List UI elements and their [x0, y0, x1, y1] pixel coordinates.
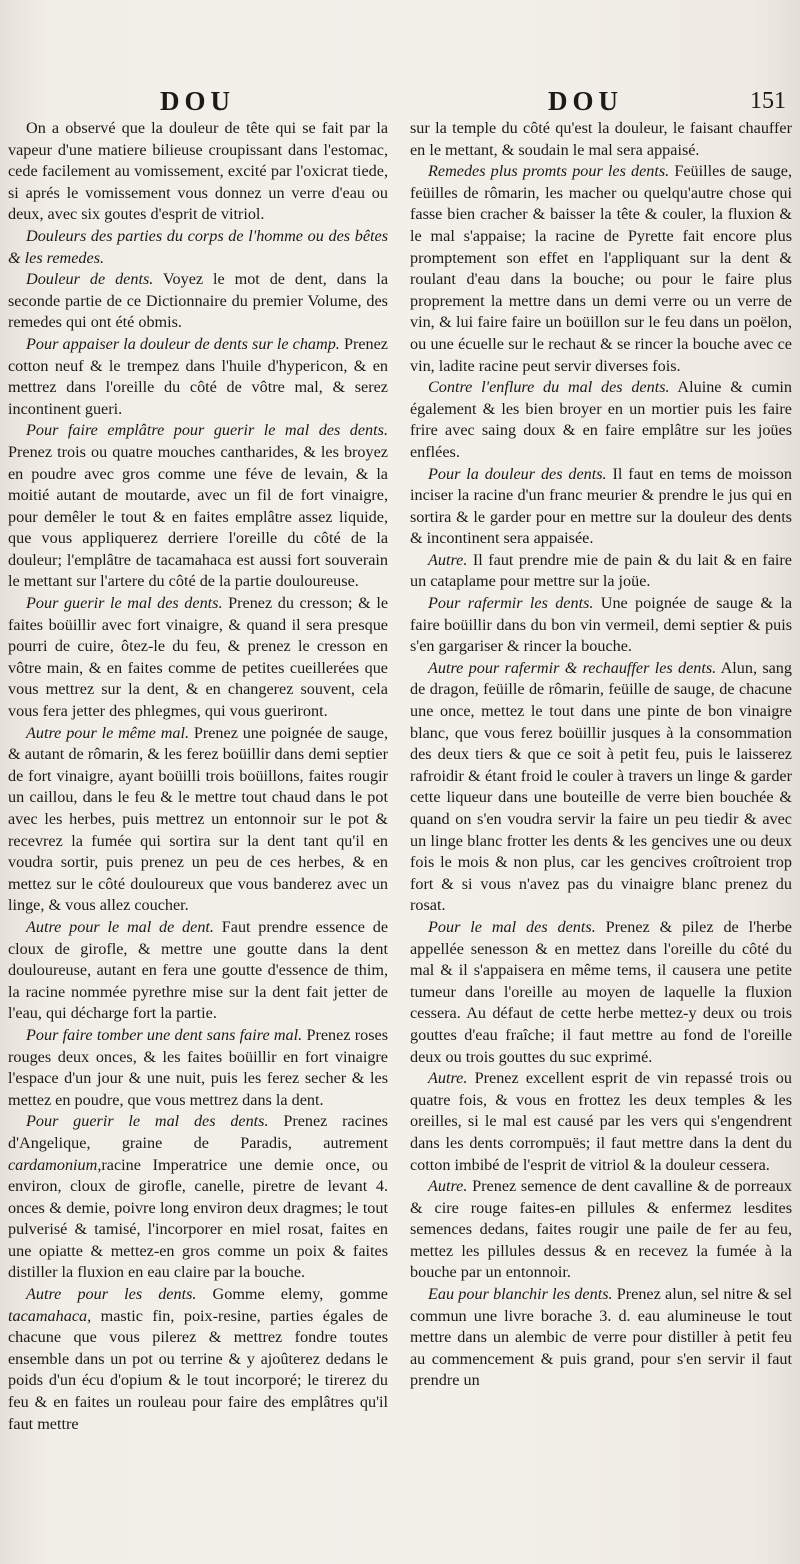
- paragraph: Pour appaiser la douleur de dents sur le champ. Prenez cotton neuf & le trempez dans l'huile d'hypericon, & en mettrez dans l'oreille du côté de vôtre mal, & serez incontinent gueri.: [8, 334, 388, 418]
- paragraph: Pour faire emplâtre pour guerir le mal des dents. Prenez trois ou quatre mouches cantharides, & les broyez en poudre avec gros comme une féve de levain, & la moitié autant de moutarde, avec un fil de fort vinaigre, pour demêler le tout & en faites emplâtre assez liquide, que vous appliquerez derriere l'oreille du côté de la douleur; l'emplâtre de tacamahaca est aussi fort souverain le mettant sur l'artere du côté de la partie douloureuse.: [8, 421, 388, 591]
- paragraph: Pour faire tomber une dent sans faire mal. Prenez roses rouges deux onces, & les faites boüillir en fort vinaigre l'espace d'un jour & une nuit, puis les ferez secher & les mettez en poudre, que vous mettrez dans la dent.: [8, 1025, 388, 1109]
- header-word-right: DOU: [548, 86, 623, 116]
- paragraph: Autre. Prenez semence de dent cavalline & de porreaux & cire rouge faites-en pillules & enfermez lesdites semences dedans, faites rougir une paile de fer au feu, mettez les pillules dessus & en recevez la fumée à la bouche par un entonnoir.: [410, 1177, 792, 1282]
- paragraph: On a observé que la douleur de tête qui se fait par la vapeur d'une matiere bilieuse croupissant dans l'estomac, cede facilement au vomissement, excité par l'oxicrat tiede, si aprés le vomissement vous donnez un verre d'eau ou deux, avec six goutes d'esprit de vitriol.: [8, 119, 388, 224]
- paragraph: Pour la douleur des dents. Il faut en tems de moisson inciser la racine d'un franc meurier & prendre le jus qui en sortira & le garder pour en mettre sur la douleur des dents & incontinent sera appaisée.: [410, 464, 792, 548]
- paragraph: sur la temple du côté qu'est la douleur, le faisant chauffer en le mettant, & soudain le mal sera appaisé.: [410, 119, 792, 159]
- running-header: [0, 86, 800, 122]
- paragraph: Pour guerir le mal des dents. Prenez du cresson; & le faites boüillir avec fort vinaigre, & quand il sera presque pourri de cuire, ôtez-le du feu, & prenez le cresson en vôtre main, & en faites comme de petites cueillerées que vous mettrez sur la dent, & en changerez souvent, cela vous fera jetter des phlegmes, qui vous gueriront.: [8, 594, 388, 721]
- paragraph: Autre. Prenez excellent esprit de vin repassé trois ou quatre fois, & vous en frottez les deux temples & les oreilles, si le mal est causé par les vers qui s'engendrent dans les dents corrompuës; il faut mettre dans la dent du cotton imbibé de l'esprit de vitriol & la douleur cessera.: [410, 1069, 792, 1174]
- paragraph: Pour rafermir les dents. Une poignée de sauge & la faire boüillir dans du bon vin vermeil, demi septier & puis s'en gargariser & rincer la bouche.: [410, 594, 792, 656]
- right-column: [410, 118, 792, 1392]
- page-number: 151: [750, 88, 786, 114]
- paragraph: Eau pour blanchir les dents. Prenez alun, sel nitre & sel commun une livre borache 3. d. eau alumineuse le tout mettre dans un alembic de verre pour distiller à petit feu au commencement & puis grand, pour s'en servir il faut prendre un: [410, 1285, 792, 1390]
- paragraph: Douleur de dents. Voyez le mot de dent, dans la seconde partie de ce Dictionnaire du premier Volume, des remedes qui ont été obmis.: [8, 270, 389, 332]
- paragraph: Pour le mal des dents. Prenez & pilez de l'herbe appellée senesson & en mettez dans l'oreille du côté du mal & il s'appaisera en même tems, il causera une petite tumeur dans l'oreille au moyen de laquelle la fluxion cessera. Au défaut de cette herbe mettez-y deux ou trois gouttes d'eau fraîche; il faut mettre au fond de l'oreille deux ou trois gouttes du suc exprimé.: [410, 917, 792, 1066]
- left-column: [8, 118, 388, 1435]
- paragraph: Autre pour le même mal. Prenez une poignée de sauge, & autant de rômarin, & les ferez boüillir dans demi septier de fort vinaigre, ayant boüilli trois boüillons, faites rougir un caillou, dans le feu & le mettre tout chaud dans le pot avec les herbes, puis mettrez un entonnoir sur le pot & recevrez la fumée qui sortira sur la dent tant qu'il en voudra sortir, puis prenez un peu de ces herbes, & en mettez sur le côté douloureux que vous banderez avec un linge, & vous allez coucher.: [8, 723, 388, 915]
- paragraph: Autre pour les dents. Gomme elemy, gomme tacamahaca, mastic fin, poix-resine, parties égales de chacune que vous pilerez & mettrez fondre toutes ensemble dans un pot ou terrine & y ajoûterez dedans le poids d'un écu d'opium & le tout incorporé; le tirerez du feu & en faites un rouleau pour faire des emplâtres qu'il faut mettre: [8, 1285, 388, 1433]
- paragraph: Contre l'enflure du mal des dents. Aluine & cumin également & les bien broyer en un mortier puis les faire frire avec saing doux & en faire emplâtre sur les joües enflées.: [410, 378, 793, 461]
- paragraph: Autre pour le mal de dent. Faut prendre essence de cloux de girofle, & mettre une goutte dans la dent douloureuse, autant en fera une goutte d'essence de thim, la racine nommée pyrethre mise sur la dent fait jetter de l'eau, qui décharge fort la partie.: [8, 917, 389, 1023]
- section-heading: Douleurs des parties du corps de l'homme ou des bêtes & les remedes.: [8, 226, 388, 267]
- paragraph: Autre pour rafermir & rechauffer les dents. Alun, sang de dragon, feüille de rômarin, feüille de sauge, de chacune une once, mettez le tout dans une pinte de bon vinaigre blanc, que vous ferez boüillir jusques à la consommation des deux tiers & que ce soit à petit feu, puis le laisserez rafroidir & étant froid le couler à travers un linge & garder cette liqueur dans une bouteille de verre bien bouchée & quand on s'en voudra servir la faire un peu tiedir & avec un linge blanc frotter les dents & les gencives une ou deux fois le mois & non plus, car les gencives croîtroient trop fort & si vous n'avez pas du vinaigre blanc prenez du rosat.: [410, 658, 792, 915]
- header-word-left: DOU: [160, 86, 235, 116]
- paragraph: Pour guerir le mal des dents. Prenez racines d'Angelique, graine de Paradis, autrement cardamonium,racine Imperatrice une demie once, ou environ, cloux de girofle, canelle, piretre de levant 4. onces & demie, poivre long environ deux dragmes; le tout pulverisé & tamisé, l'incorporer en miel rosat, faites en une opiatte & mettez-en gros comme un poix & faites distiller la fluxion en eau claire par la bouche.: [8, 1112, 388, 1282]
- paragraph: Remedes plus promts pour les dents. Feüilles de sauge, feüilles de rômarin, les macher ou quelqu'autre chose qui fasse bien cracher & baisser la tête & couler, la fluxion & le mal s'appaise; la racine de Pyrette fait encore plus promptement son effet en l'appliquant sur la dent & roulant d'eau dans la bouche; ou pour le faire plus proprement la mettre dans un demi verre ou un verre de vin, & lui faire faire un boüillon sur le feu dans un poëlon, ou une écuelle sur le rechaut & se rincer la bouche avec ce vin, ladite racine peut servir diverses fois.: [410, 162, 792, 375]
- paragraph: Autre. Il faut prendre mie de pain & du lait & en faire un cataplame pour mettre sur la joüe.: [410, 550, 792, 591]
